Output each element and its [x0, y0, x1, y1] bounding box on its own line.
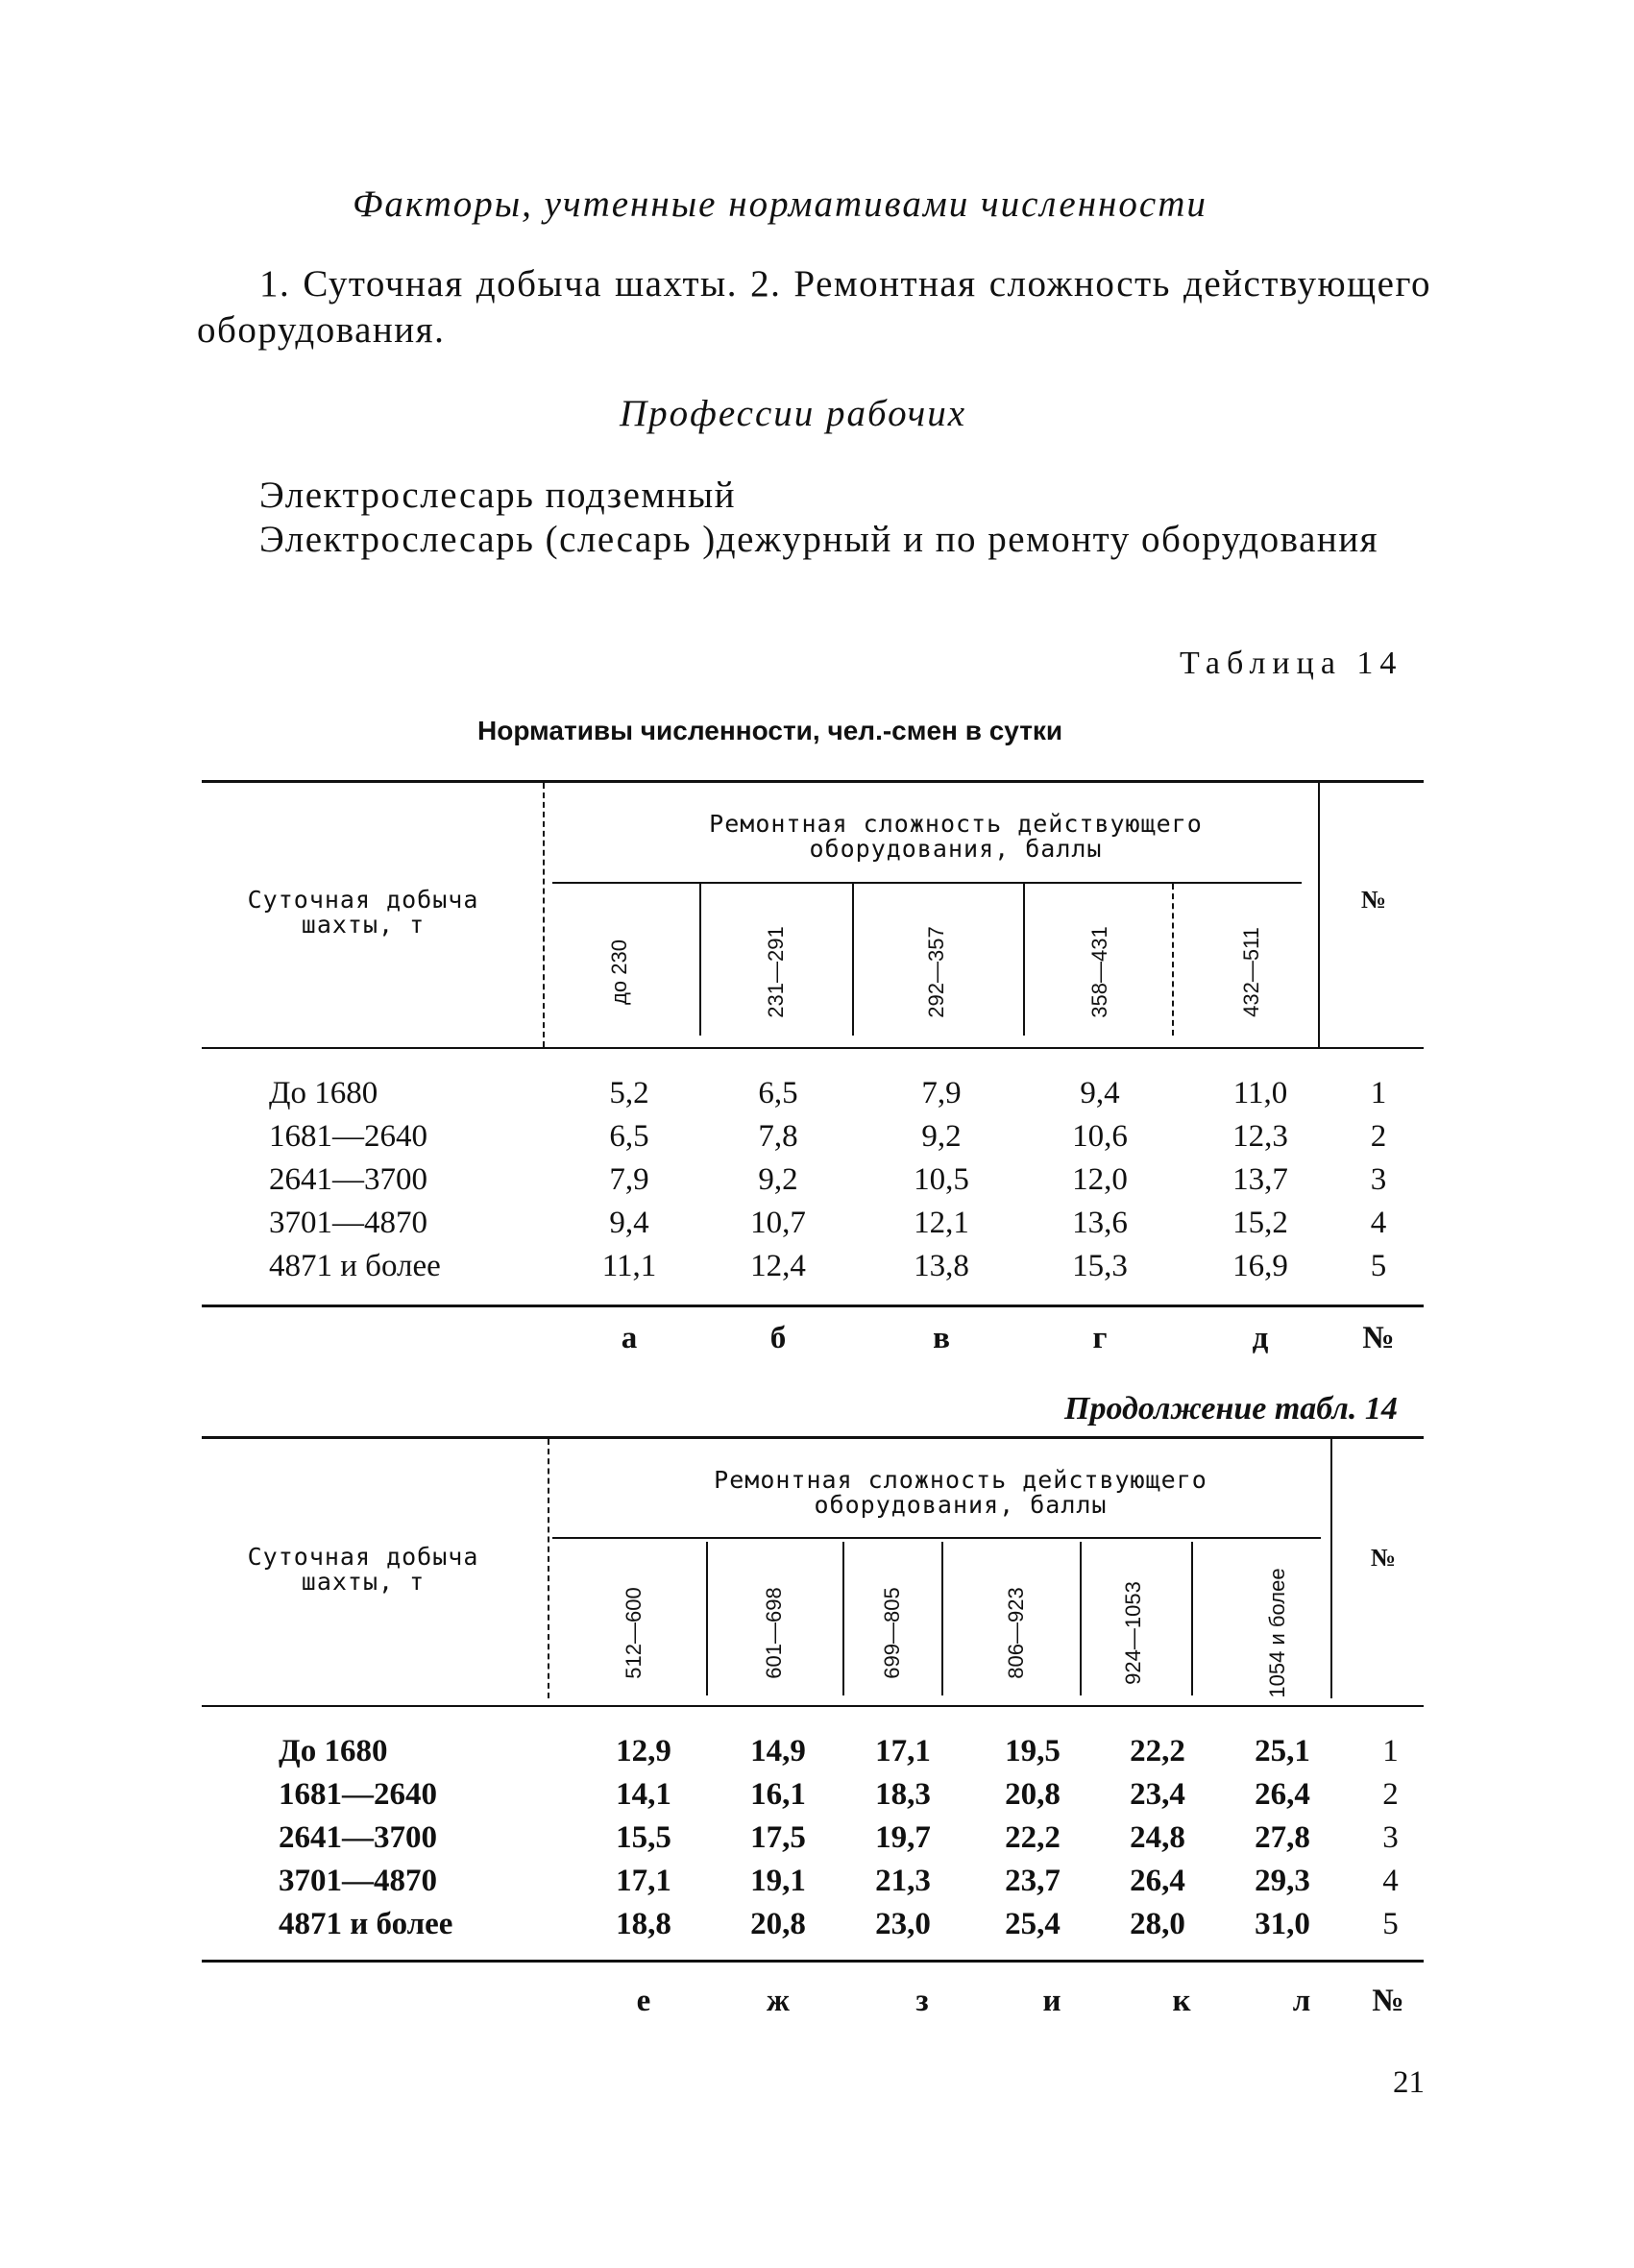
table-1-row-header: Суточная добыча шахты, т [247, 886, 479, 939]
table-2-divider [1080, 1542, 1082, 1695]
table-2-group-header: Ремонтная сложность действующего оборудования, баллы [714, 1466, 1207, 1519]
table-cell: 27,8 [1255, 1820, 1310, 1855]
table-footer-letter: и [1042, 1984, 1061, 2018]
table-row-num: 3 [1370, 1162, 1387, 1197]
continuation-label: Продолжение табл. 14 [1064, 1391, 1398, 1427]
table-2-col-header: 601—698 [762, 1587, 786, 1679]
table-2-divider [548, 1439, 549, 1698]
table-cell: 12,3 [1232, 1119, 1288, 1154]
table-cell: 18,8 [616, 1907, 671, 1941]
table-1-divider [852, 884, 854, 1036]
table-cell: 15,3 [1072, 1249, 1128, 1283]
table-cell: 12,1 [914, 1206, 969, 1240]
table-title: Нормативы численности, чел.-смен в сутки [477, 716, 1063, 745]
table-cell: 13,6 [1072, 1206, 1128, 1240]
table-footer-letter: в [933, 1321, 950, 1355]
table-cell: 25,4 [1005, 1907, 1061, 1941]
table-cell: 15,2 [1232, 1206, 1288, 1240]
table-footer-letter: з [915, 1984, 929, 2018]
table-row-num: 4 [1382, 1864, 1399, 1898]
table-1-divider [1023, 884, 1025, 1036]
table-1-header-rule [202, 1047, 1424, 1049]
table-2-col-header: 512—600 [622, 1587, 646, 1679]
profession-2: Электрослесарь (слесарь )дежурный и по ремонту оборудования [259, 519, 1379, 560]
table-cell: 17,1 [616, 1864, 671, 1898]
table-cell: 25,1 [1255, 1734, 1310, 1768]
page-number: 21 [1393, 2065, 1425, 2100]
factors-heading: Факторы, учтенные нормативами численности [353, 183, 1207, 225]
table-row-label: 1681—2640 [269, 1119, 427, 1154]
table-cell: 7,9 [921, 1076, 962, 1110]
table-cell: 11,0 [1232, 1076, 1288, 1110]
table-cell: 22,2 [1130, 1734, 1185, 1768]
table-row-num: 1 [1382, 1734, 1399, 1768]
table-cell: 22,2 [1005, 1820, 1061, 1855]
table-cell: 17,5 [750, 1820, 806, 1855]
table-cell: 18,3 [875, 1777, 931, 1812]
table-cell: 17,1 [875, 1734, 931, 1768]
table-row-num: 5 [1382, 1907, 1399, 1941]
table-2-divider [842, 1542, 844, 1695]
professions-heading: Профессии рабочих [620, 393, 967, 434]
table-2-col-header: 924—1053 [1121, 1581, 1145, 1685]
table-cell: 9,2 [921, 1119, 962, 1154]
table-cell: 26,4 [1130, 1864, 1185, 1898]
table-footer-letter: б [769, 1321, 787, 1355]
table-cell: 26,4 [1255, 1777, 1310, 1812]
table-1-col-header: до 230 [607, 939, 631, 1005]
table-label: Таблица 14 [1180, 646, 1403, 681]
table-cell: 23,4 [1130, 1777, 1185, 1812]
table-cell: 9,4 [609, 1206, 649, 1240]
table-2-divider [706, 1542, 708, 1695]
table-cell: 10,7 [750, 1206, 806, 1240]
table-footer-letter: е [636, 1984, 651, 2018]
table-row-num: 4 [1370, 1206, 1387, 1240]
table-cell: 28,0 [1130, 1907, 1185, 1941]
table-cell: 16,9 [1232, 1249, 1288, 1283]
table-cell: 14,9 [750, 1734, 806, 1768]
table-footer-letter: ж [767, 1984, 790, 2018]
table-cell: 20,8 [750, 1907, 806, 1941]
table-row-label: 2641—3700 [279, 1820, 437, 1855]
table-footer-letter: а [621, 1321, 638, 1355]
table-cell: 12,4 [750, 1249, 806, 1283]
table-cell: 31,0 [1255, 1907, 1310, 1941]
table-cell: 10,5 [914, 1162, 969, 1197]
table-2-divider [1191, 1542, 1193, 1695]
table-cell: 7,8 [758, 1119, 798, 1154]
table-cell: 19,1 [750, 1864, 806, 1898]
table-footer-letter: л [1292, 1984, 1311, 2018]
table-cell: 16,1 [750, 1777, 806, 1812]
table-row-num: 2 [1382, 1777, 1399, 1812]
table-cell: 19,7 [875, 1820, 931, 1855]
table-cell: 20,8 [1005, 1777, 1061, 1812]
table-cell: 12,9 [616, 1734, 671, 1768]
table-2-top-rule [202, 1436, 1424, 1439]
table-1-col-header: 231—291 [764, 926, 788, 1018]
table-2-bottom-rule [202, 1960, 1424, 1963]
table-row-label: 2641—3700 [269, 1162, 427, 1197]
table-cell: 11,1 [601, 1249, 657, 1283]
table-footer-letter: к [1172, 1984, 1191, 2018]
factors-text: 1. Суточная добыча шахты. 2. Ремонтная сложность действующего оборудования. [197, 263, 1431, 351]
table-cell: 14,1 [616, 1777, 671, 1812]
table-cell: 12,0 [1072, 1162, 1128, 1197]
table-cell: 15,5 [616, 1820, 671, 1855]
table-1-col-header: 358—431 [1087, 926, 1111, 1018]
table-cell: 9,4 [1080, 1076, 1120, 1110]
table-row-label: 3701—4870 [269, 1206, 427, 1240]
profession-1: Электрослесарь подземный [259, 475, 737, 516]
table-cell: 23,0 [875, 1907, 931, 1941]
table-1-divider [543, 783, 545, 1047]
table-cell: 10,6 [1072, 1119, 1128, 1154]
table-cell: 5,2 [609, 1076, 649, 1110]
table-row-num: 3 [1382, 1820, 1399, 1855]
table-cell: 13,8 [914, 1249, 969, 1283]
table-1-num-header: № [1360, 886, 1387, 914]
table-1-bottom-rule [202, 1305, 1424, 1307]
table-footer-letter: д [1252, 1321, 1269, 1355]
table-row-label: 1681—2640 [279, 1777, 437, 1812]
table-2-num-header: № [1370, 1544, 1397, 1572]
table-2-header-rule [202, 1705, 1424, 1707]
table-row-num: 2 [1370, 1119, 1387, 1154]
table-cell: 6,5 [758, 1076, 798, 1110]
table-2-divider [1330, 1439, 1332, 1698]
table-row-label: 3701—4870 [279, 1864, 437, 1898]
table-1-divider [1318, 783, 1320, 1047]
table-cell: 29,3 [1255, 1864, 1310, 1898]
table-cell: 19,5 [1005, 1734, 1061, 1768]
table-footer-num: № [1372, 1984, 1404, 2018]
table-cell: 9,2 [758, 1162, 798, 1197]
table-2-col-header: 806—923 [1004, 1587, 1028, 1679]
table-row-label: 4871 и более [279, 1907, 453, 1941]
table-2-col-header: 1054 и более [1265, 1568, 1289, 1698]
table-cell: 7,9 [609, 1162, 649, 1197]
table-2-row-header: Суточная добыча шахты, т [247, 1543, 479, 1596]
table-1-group-rule [552, 882, 1302, 884]
table-cell: 24,8 [1130, 1820, 1185, 1855]
table-2-col-header: 699—805 [880, 1587, 904, 1679]
table-cell: 6,5 [609, 1119, 649, 1154]
table-footer-num: № [1362, 1321, 1395, 1355]
table-row-label: 4871 и более [269, 1249, 441, 1283]
table-cell: 13,7 [1232, 1162, 1288, 1197]
table-1-col-header: 432—511 [1239, 927, 1263, 1017]
table-1-top-rule [202, 780, 1424, 783]
table-2-group-rule [552, 1537, 1321, 1539]
table-footer-letter: г [1092, 1321, 1108, 1355]
table-row-num: 5 [1370, 1249, 1387, 1283]
table-1-col-header: 292—357 [924, 926, 948, 1018]
table-row-label: До 1680 [269, 1076, 378, 1110]
table-cell: 21,3 [875, 1864, 931, 1898]
table-1-divider [699, 884, 701, 1036]
table-row-label: До 1680 [279, 1734, 388, 1768]
table-cell: 23,7 [1005, 1864, 1061, 1898]
table-row-num: 1 [1370, 1076, 1387, 1110]
table-1-group-header: Ремонтная сложность действующего оборудования, баллы [709, 810, 1203, 863]
table-1-divider [1172, 884, 1174, 1036]
table-2-divider [941, 1542, 943, 1695]
